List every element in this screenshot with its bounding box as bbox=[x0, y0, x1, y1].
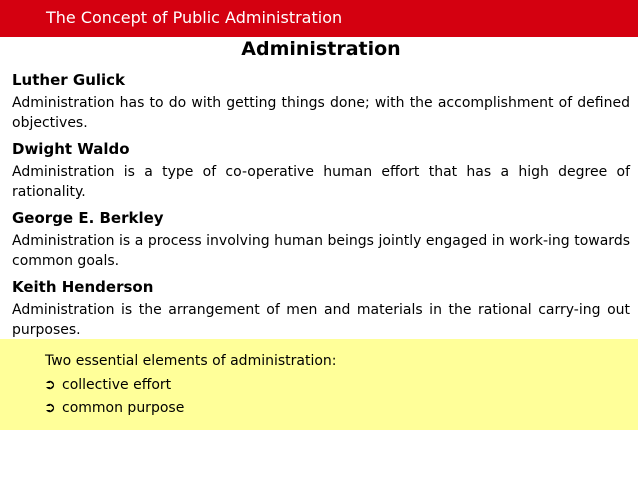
author-name: Keith Henderson bbox=[12, 278, 154, 296]
right-arrow-icon: ➲ bbox=[44, 377, 56, 393]
definition-waldo bbox=[12, 140, 630, 202]
summary-item-collective-effort bbox=[44, 377, 171, 393]
author-name: George E. Berkley bbox=[12, 209, 164, 227]
summary-item-common-purpose bbox=[44, 400, 184, 416]
definition-berkley bbox=[12, 209, 630, 271]
header-bar bbox=[0, 0, 638, 37]
summary-heading: Two essential elements of administration: bbox=[45, 353, 337, 369]
definition-text: Administration is a process involving human beings jointly engaged in work-ing towards common goals. bbox=[12, 233, 630, 269]
slide-title: Administration bbox=[241, 38, 401, 60]
definition-text: Administration is a type of co-operative human effort that has a high degree of rationality. bbox=[12, 164, 630, 200]
right-arrow-icon: ➲ bbox=[44, 400, 56, 416]
definition-text: Administration is the arrangement of men and materials in the rational carry-ing out purposes. bbox=[12, 302, 630, 338]
definition-henderson bbox=[12, 278, 630, 340]
definitions-list bbox=[12, 71, 630, 347]
summary-box bbox=[0, 339, 638, 430]
summary-item-label: collective effort bbox=[62, 377, 172, 393]
summary-item-label: common purpose bbox=[62, 400, 185, 416]
header-title: The Concept of Public Administration bbox=[46, 8, 343, 27]
author-name: Luther Gulick bbox=[12, 71, 126, 89]
author-name: Dwight Waldo bbox=[12, 140, 130, 158]
definition-gulick bbox=[12, 71, 630, 133]
definition-text: Administration has to do with getting things done; with the accomplishment of defined objectives. bbox=[12, 95, 630, 131]
